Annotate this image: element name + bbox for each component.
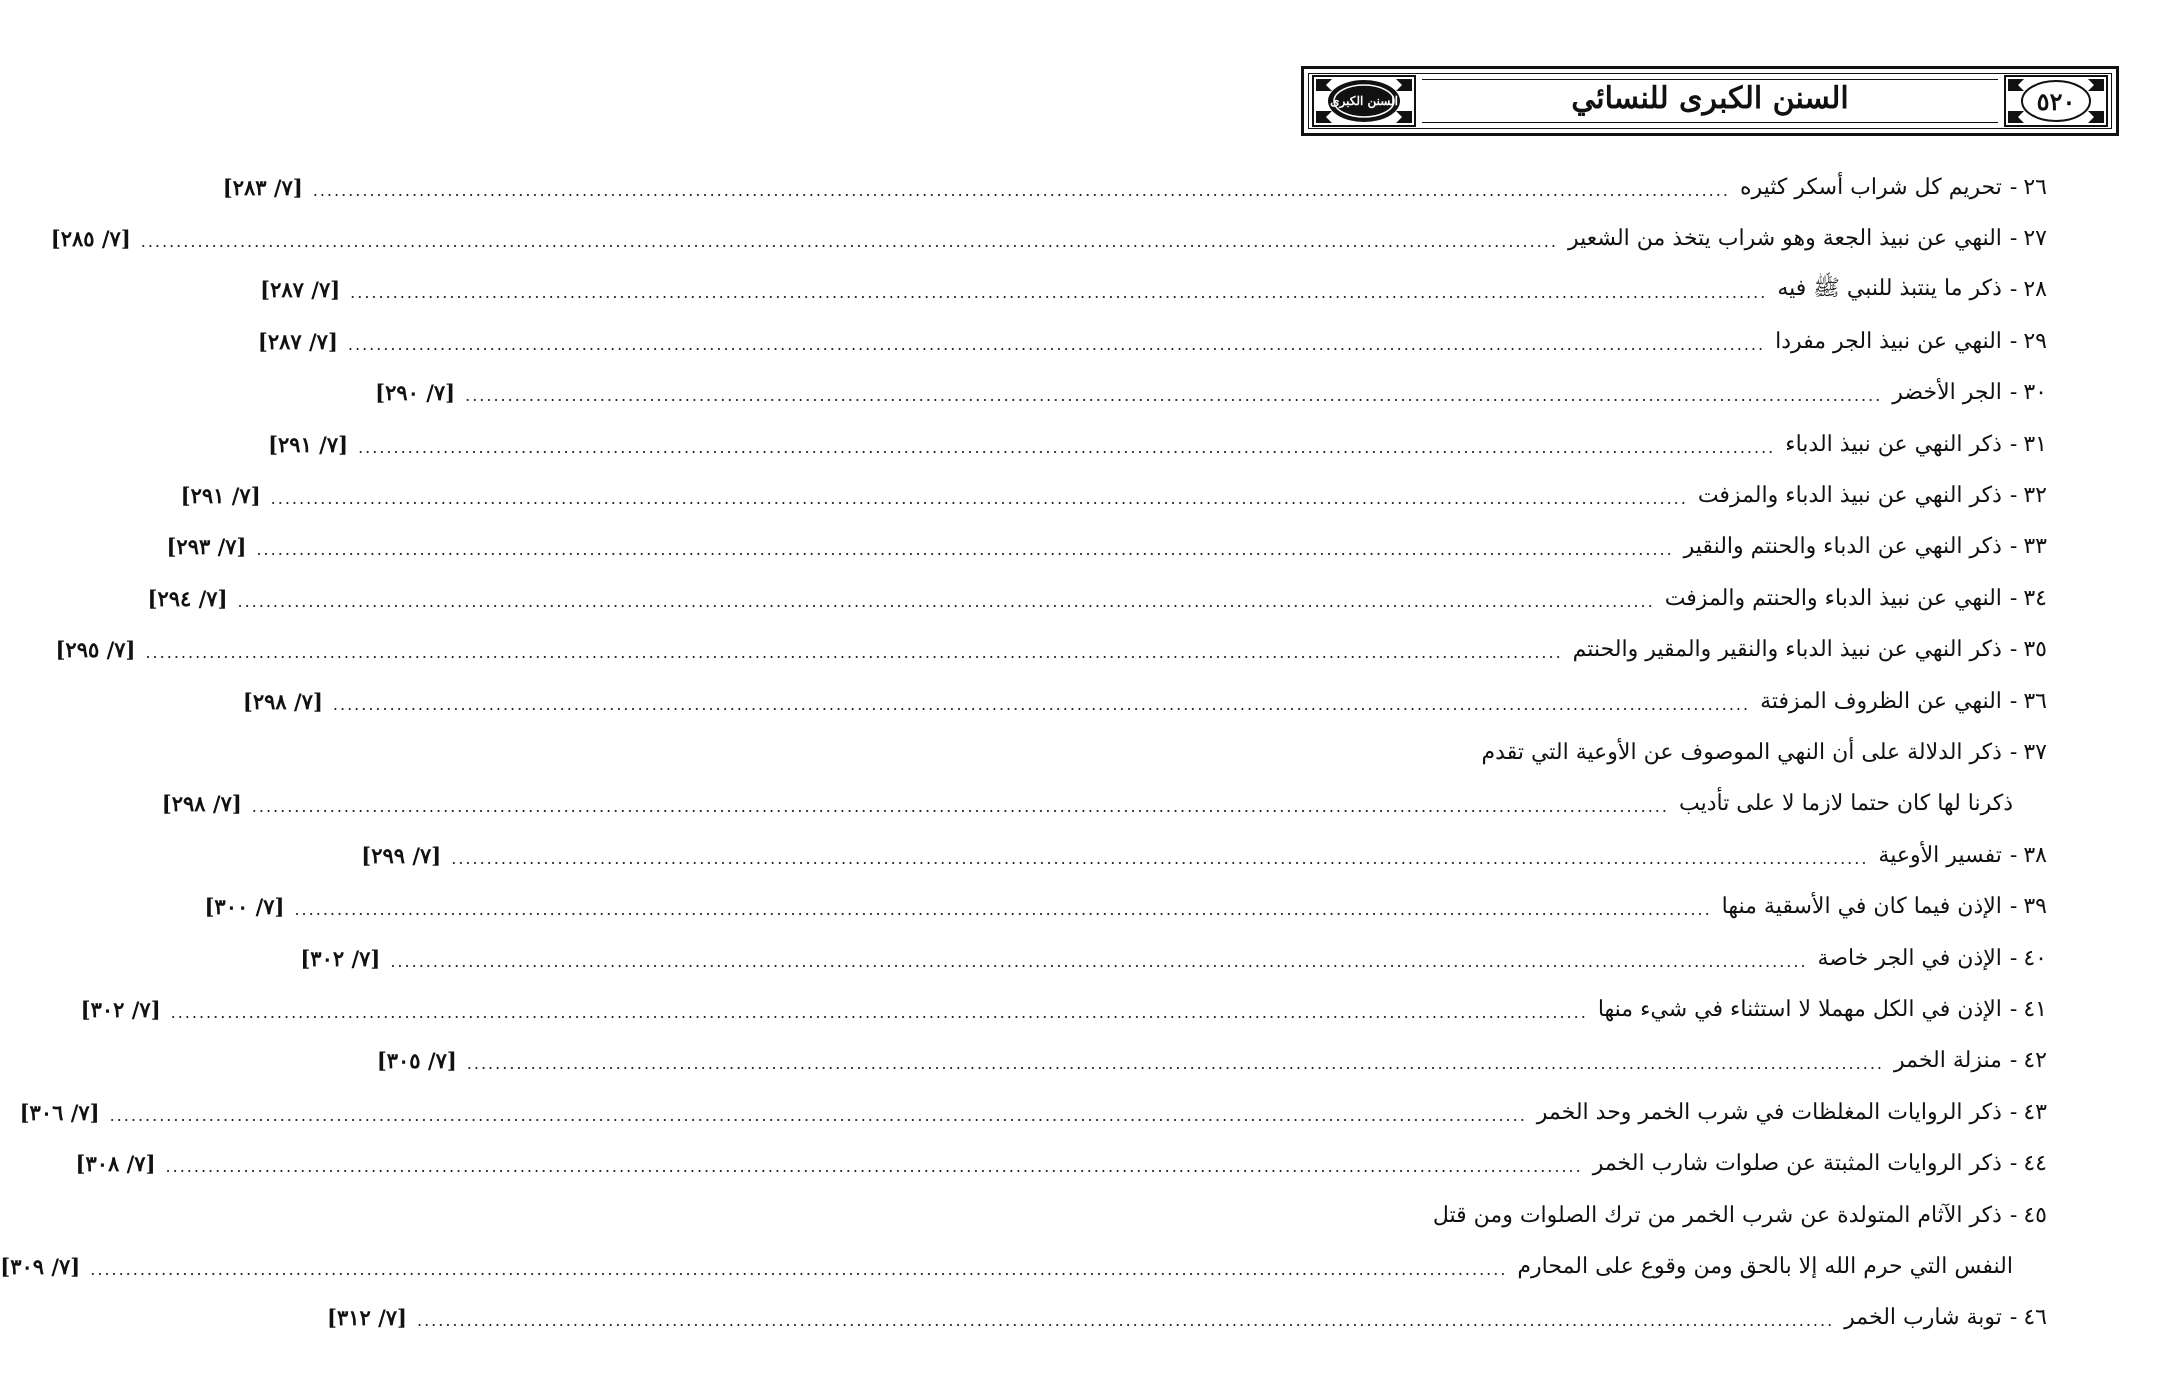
toc-entry bbox=[327, 1298, 2047, 1338]
entry-number: ٣٠ bbox=[2023, 380, 2047, 406]
volume-page-reference: [٧/ ٢٩٤] bbox=[147, 585, 228, 611]
volume-page-reference: [٧/ ٢٩١] bbox=[268, 431, 349, 457]
entry-title: النهي عن الظروف المزفتة bbox=[1760, 688, 2002, 714]
volume-page-reference: [٧/ ٢٩٥] bbox=[55, 637, 136, 663]
entry-number: ٣٢ bbox=[2023, 482, 2047, 508]
entry-dash: - bbox=[2009, 431, 2018, 457]
entry-dash: - bbox=[2009, 842, 2018, 868]
entry-dash: - bbox=[2009, 585, 2018, 611]
toc-entry bbox=[161, 784, 2047, 824]
dot-leader: ........................................................................................................................................................................................................ bbox=[145, 643, 1563, 663]
dot-leader: ........................................................................................................................................................................................................ bbox=[256, 540, 1674, 560]
toc-entry bbox=[260, 270, 2047, 310]
dot-leader: ........................................................................................................................................................................................................ bbox=[465, 386, 1883, 406]
volume-page-reference: [٧/ ٢٨٥] bbox=[50, 225, 131, 251]
entry-number: ٤٤ bbox=[2023, 1151, 2047, 1177]
entry-dash: - bbox=[2009, 1202, 2018, 1228]
entry-title: النهي عن نبيذ الجر مفردا bbox=[1775, 328, 2002, 354]
dot-leader: ........................................................................................................................................................................................................ bbox=[358, 437, 1776, 457]
entry-number: ٤٥ bbox=[2023, 1202, 2047, 1228]
toc-entry bbox=[180, 475, 2047, 515]
entry-title: النهي عن نبيذ الجعة وهو شراب يتخذ من الشعير bbox=[1567, 225, 2002, 251]
entry-number: ٣١ bbox=[2023, 431, 2047, 457]
entry-title: الإذن فيما كان في الأسقية منها bbox=[1721, 894, 2002, 920]
entry-dash: - bbox=[2009, 174, 2018, 200]
entry-title: ذكر الروايات المثبتة عن صلوات شارب الخمر bbox=[1592, 1151, 2002, 1177]
volume-page-reference: [٧/ ٢٩٨] bbox=[161, 791, 242, 817]
entry-title: توبة شارب الخمر bbox=[1844, 1305, 2002, 1331]
entry-dash: - bbox=[2009, 380, 2018, 406]
entry-title: الإذن في الكل مهملا لا استثناء في شيء منها bbox=[1597, 996, 2002, 1022]
entry-number: ٣٧ bbox=[2023, 739, 2047, 765]
toc-entry bbox=[375, 373, 2047, 413]
book-logo-text: السنن الكبرى bbox=[1330, 94, 1398, 108]
dot-leader: ........................................................................................................................................................................................................ bbox=[347, 334, 1766, 354]
entry-dash: - bbox=[2009, 894, 2018, 920]
entry-title: ذكر النهي عن الدباء والحنتم والنقير bbox=[1683, 534, 2002, 560]
dot-leader: ........................................................................................................................................................................................................ bbox=[350, 283, 1768, 303]
entry-number: ٤٢ bbox=[2023, 1048, 2047, 1074]
entry-dash: - bbox=[2009, 637, 2018, 663]
toc-entry bbox=[75, 1144, 2047, 1184]
entry-title: الإذن في الجر خاصة bbox=[1817, 945, 2002, 971]
entry-number: ٣٨ bbox=[2023, 842, 2047, 868]
entry-number: ٢٧ bbox=[2023, 225, 2047, 251]
volume-page-reference: [٧/ ٣٠٩] bbox=[0, 1253, 81, 1279]
volume-page-reference: [٧/ ٣٠٥] bbox=[376, 1048, 457, 1074]
volume-page-reference: [٧/ ٣١٢] bbox=[327, 1305, 407, 1331]
toc-entry bbox=[222, 167, 2047, 207]
dot-leader: ........................................................................................................................................................................................................ bbox=[270, 488, 1688, 508]
entry-dash: - bbox=[2009, 1151, 2018, 1177]
toc-entry bbox=[257, 321, 2047, 361]
dot-leader: ........................................................................................................................................................................................................ bbox=[451, 848, 1869, 868]
volume-page-reference: [٧/ ٣٠٢] bbox=[80, 996, 161, 1022]
volume-page-reference: [٧/ ٢٩٨] bbox=[242, 688, 323, 714]
entry-title: ذكر الروايات المغلظات في شرب الخمر وحد الخمر bbox=[1536, 1099, 2002, 1125]
dot-leader: ........................................................................................................................................................................................................ bbox=[416, 1311, 1835, 1331]
running-title: السنن الكبرى للنسائي bbox=[1571, 81, 1849, 116]
toc-entry bbox=[166, 527, 2047, 567]
dot-leader: ........................................................................................................................................................................................................ bbox=[90, 1259, 1508, 1279]
toc-entry bbox=[50, 218, 2047, 258]
entry-dash: - bbox=[2009, 1048, 2018, 1074]
volume-page-reference: [٧/ ٣٠٢] bbox=[300, 945, 381, 971]
toc-entry bbox=[80, 989, 2047, 1029]
dot-leader: ........................................................................................................................................................................................................ bbox=[390, 951, 1808, 971]
toc-entry bbox=[376, 1041, 2047, 1081]
entry-title: ذكر ما ينتبذ للنبي ﷺ فيه bbox=[1777, 275, 2002, 301]
dot-leader: ........................................................................................................................................................................................................ bbox=[251, 797, 1669, 817]
dot-leader: ........................................................................................................................................................................................................ bbox=[466, 1054, 1884, 1074]
toc-entry bbox=[361, 835, 2047, 875]
entry-number: ٤٣ bbox=[2023, 1099, 2047, 1125]
entry-dash: - bbox=[2009, 945, 2018, 971]
toc-entry bbox=[1305, 1195, 2047, 1235]
volume-page-reference: [٧/ ٢٨٧] bbox=[257, 328, 338, 354]
dot-leader: ........................................................................................................................................................................................................ bbox=[237, 591, 1655, 611]
volume-page-reference: [٧/ ٢٩٩] bbox=[361, 842, 442, 868]
volume-page-reference: [٧/ ٢٨٧] bbox=[260, 277, 341, 303]
entry-dash: - bbox=[2009, 277, 2018, 303]
volume-page-reference: [٧/ ٢٩١] bbox=[180, 482, 261, 508]
dot-leader: ........................................................................................................................................................................................................ bbox=[312, 180, 1730, 200]
dot-leader: ........................................................................................................................................................................................................ bbox=[140, 231, 1558, 251]
entry-dash: - bbox=[2009, 1099, 2018, 1125]
entry-title: ذكر النهي عن نبيذ الدباء والمزفت bbox=[1697, 482, 2002, 508]
toc-entry bbox=[204, 887, 2047, 927]
entry-title: ذكر الدلالة على أن النهي الموصوف عن الأوعية التي تقدم bbox=[1481, 739, 2002, 765]
toc-entry bbox=[55, 630, 2047, 670]
entry-title: النفس التي حرم الله إلا بالحق ومن وقوع على المحارم bbox=[1517, 1253, 2013, 1279]
dot-leader: ........................................................................................................................................................................................................ bbox=[109, 1105, 1527, 1125]
entry-number: ٣٦ bbox=[2023, 688, 2047, 714]
dot-leader: ........................................................................................................................................................................................................ bbox=[165, 1157, 1583, 1177]
entry-dash: - bbox=[2009, 482, 2018, 508]
toc-entry bbox=[268, 424, 2047, 464]
entry-dash: - bbox=[2009, 1305, 2018, 1331]
entry-number: ٢٩ bbox=[2023, 328, 2047, 354]
page-number: ٥٢٠ bbox=[2036, 86, 2076, 116]
entry-number: ٤٠ bbox=[2023, 945, 2047, 971]
toc-entry bbox=[242, 681, 2047, 721]
entry-dash: - bbox=[2009, 996, 2018, 1022]
entry-dash: - bbox=[2009, 328, 2018, 354]
toc-entry bbox=[0, 1246, 2047, 1286]
entry-dash: - bbox=[2009, 739, 2018, 765]
toc-entry bbox=[19, 1092, 2047, 1132]
volume-page-reference: [٧/ ٢٩٣] bbox=[166, 534, 247, 560]
entry-number: ٢٨ bbox=[2023, 277, 2047, 303]
entry-number: ٣٣ bbox=[2023, 534, 2047, 560]
entry-title: تفسير الأوعية bbox=[1878, 842, 2002, 868]
toc-entry bbox=[1305, 732, 2047, 772]
entry-number: ٣٩ bbox=[2023, 894, 2047, 920]
page-header bbox=[1301, 66, 2119, 136]
dot-leader: ........................................................................................................................................................................................................ bbox=[170, 1002, 1588, 1022]
volume-page-reference: [٧/ ٢٨٣] bbox=[222, 174, 303, 200]
entry-title: الجر الأخضر bbox=[1892, 380, 2002, 406]
entry-title: ذكرنا لها كان حتما لازما لا على تأديب bbox=[1678, 791, 2013, 817]
entry-number: ٣٤ bbox=[2023, 585, 2047, 611]
entry-dash: - bbox=[2009, 225, 2018, 251]
entry-title: ذكر الآثام المتولدة عن شرب الخمر من ترك الصلوات ومن قتل bbox=[1432, 1202, 2002, 1228]
dot-leader: ........................................................................................................................................................................................................ bbox=[332, 694, 1751, 714]
volume-page-reference: [٧/ ٣٠٦] bbox=[19, 1099, 100, 1125]
entry-title: النهي عن نبيذ الدباء والحنتم والمزفت bbox=[1664, 585, 2002, 611]
entry-number: ٢٦ bbox=[2023, 174, 2047, 200]
toc-entry bbox=[147, 578, 2047, 618]
entry-title: منزلة الخمر bbox=[1893, 1048, 2002, 1074]
entry-number: ٤١ bbox=[2023, 996, 2047, 1022]
entry-number: ٣٥ bbox=[2023, 637, 2047, 663]
dot-leader: ........................................................................................................................................................................................................ bbox=[294, 900, 1712, 920]
volume-page-reference: [٧/ ٢٩٠] bbox=[375, 380, 456, 406]
toc-entry bbox=[300, 938, 2047, 978]
entry-number: ٤٦ bbox=[2023, 1305, 2047, 1331]
entry-dash: - bbox=[2009, 688, 2018, 714]
entry-title: ذكر النهي عن نبيذ الدباء والنقير والمقير والحنتم bbox=[1572, 637, 2002, 663]
entry-title: تحريم كل شراب أسكر كثيره bbox=[1739, 174, 2002, 200]
volume-page-reference: [٧/ ٣٠٠] bbox=[204, 894, 285, 920]
volume-page-reference: [٧/ ٣٠٨] bbox=[75, 1151, 156, 1177]
entry-title: ذكر النهي عن نبيذ الدباء bbox=[1785, 431, 2002, 457]
entry-dash: - bbox=[2009, 534, 2018, 560]
